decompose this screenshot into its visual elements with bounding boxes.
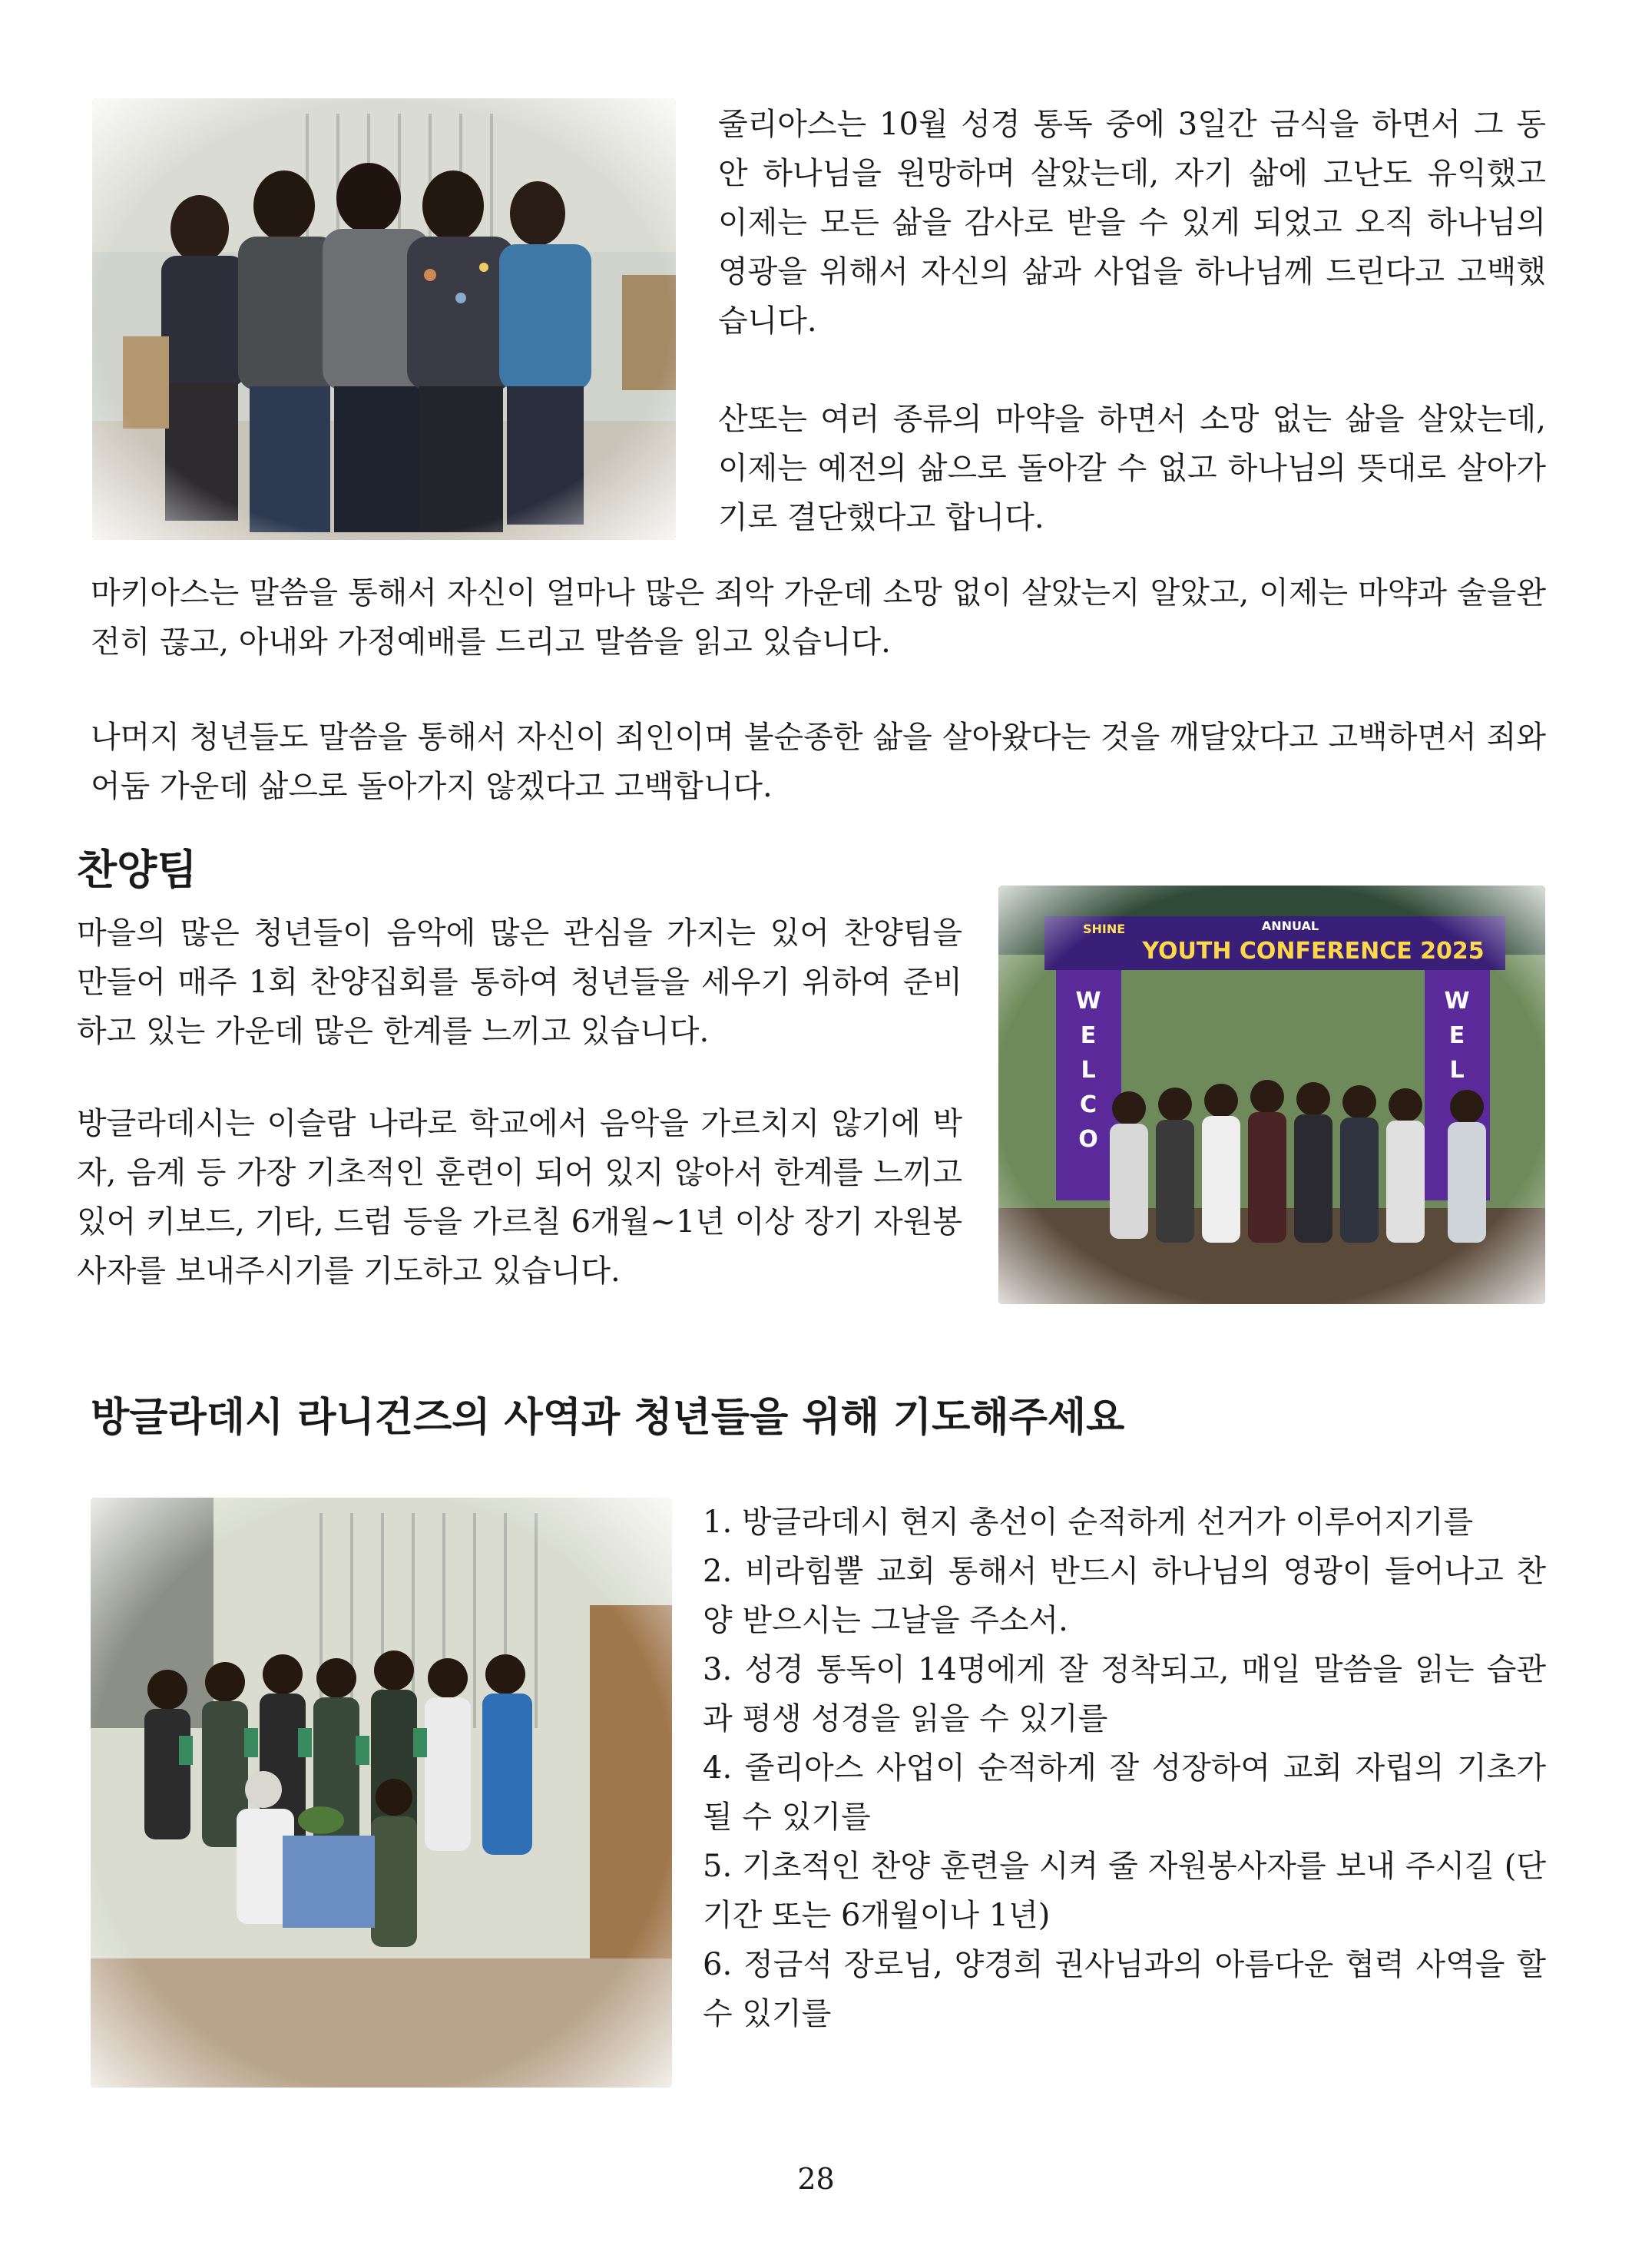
section-heading-worship-team: 찬양팀 <box>77 846 197 894</box>
prayer-item-4: 4. 줄리아스 사업이 순적하게 잘 성장하여 교회 자립의 기초가 될 수 있기를 <box>703 1750 1546 1835</box>
testimony-makias: 마키아스는 말씀을 통해서 자신이 얼마나 많은 죄악 가운데 소망 없이 살았는지 알았고, 이제는 마약과 술을완전히 끊고, 아내와 가정예배를 드리고 말씀을 읽고 있습니다. <box>91 575 1546 660</box>
testimony-others: 나머지 청년들도 말씀을 통해서 자신이 죄인이며 불순종한 삶을 살아왔다는 것을 깨달았다고 고백하면서 죄와 어둠 가운데 삶으로 돌아가지 않겠다고 고백합니다. <box>91 720 1546 804</box>
testimony-santo: 산또는 여러 종류의 마약을 하면서 소망 없는 삶을 살았는데, 이제는 예전의 삶으로 돌아갈 수 없고 하나님의 뜻대로 살아가기로 결단했다고 합니다. <box>718 402 1546 535</box>
prayer-list <box>703 1498 1546 2038</box>
prayer-item-3: 3. 성경 통독이 14명에게 잘 정착되고, 매일 말씀을 읽는 습관과 평생 성경을 읽을 수 있기를 <box>703 1652 1546 1737</box>
prayer-item-5: 5. 기초적인 찬양 훈련을 시켜 줄 자원봉사자를 보내 주시길 (단기간 또는 6개월이나 1년) <box>703 1849 1546 1933</box>
photo-group-with-bibles <box>91 1498 672 2088</box>
testimony-full-width <box>91 568 1546 811</box>
section-heading-prayer: 방글라데시 라니건즈의 사역과 청년들을 위해 기도해주세요 <box>91 1395 1125 1441</box>
photo-youth-conference <box>998 886 1545 1304</box>
prayer-item-1: 1. 방글라데시 현지 총선이 순적하게 선거가 이루어지기를 <box>703 1505 1474 1540</box>
testimony-julius: 줄리아스는 10월 성경 통독 중에 3일간 금식을 하면서 그 동안 하나님을 원망하며 살았는데, 자기 삶에 고난도 유익했고 이제는 모든 삶을 감사로 받을 수 있게 되었고 오직 하나님의 영광을 위해서 자신의 삶과 사업을 하나님께 드린다고 고백했습니다. <box>718 107 1546 339</box>
intro-text-column <box>718 100 1546 542</box>
worship-paragraph-1: 마을의 많은 청년들이 음악에 많은 관심을 가지는 있어 찬양팀을 만들어 매주 1회 찬양집회를 통하여 청년들을 세우기 위하여 준비하고 있는 가운데 많은 한계를 느끼고 있습니다. <box>77 915 962 1049</box>
worship-text-column <box>77 909 962 1296</box>
photo-group-prayer <box>92 98 676 540</box>
prayer-item-6: 6. 정금석 장로님, 양경희 권사님과의 아름다운 협력 사역을 할 수 있기를 <box>703 1947 1546 2031</box>
worship-paragraph-2: 방글라데시는 이슬람 나라로 학교에서 음악을 가르치지 않기에 박자, 음계 등 가장 기초적인 훈련이 되어 있지 않아서 한계를 느끼고 있어 키보드, 기타, 드럼 등을 가르칠 6개월~1년 이상 장기 자원봉사자를 보내주시기를 기도하고 있습니다. <box>77 1106 962 1289</box>
prayer-item-2: 2. 비라힘뿔 교회 통해서 반드시 하나님의 영광이 들어나고 찬양 받으시는 그날을 주소서. <box>703 1554 1546 1638</box>
page-number: 28 <box>797 2162 835 2196</box>
